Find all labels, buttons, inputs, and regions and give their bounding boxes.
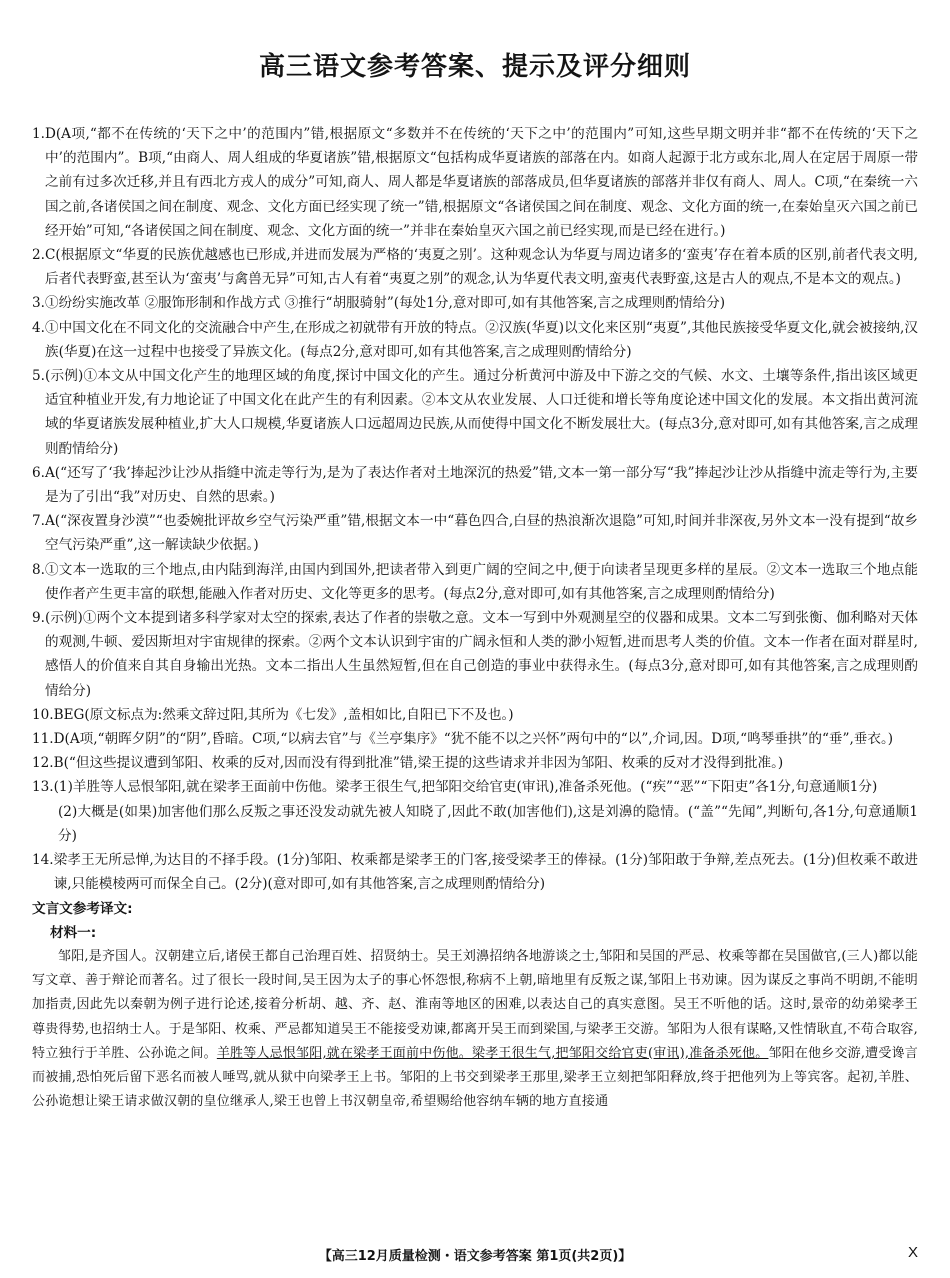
answer-number: 10.	[32, 706, 54, 723]
answer-number: 4.	[32, 319, 45, 336]
translation-part-1: 邹阳,是齐国人。汉朝建立后,诸侯王都自己治理百姓、招贤纳士。吴王刘濞招纳各地游谈之士,邹阳和吴国的严忌、枚乘等都在吴国做官,(三人)都以能写文章、善于辩论而著名。过了很长一段时间,吴王因为太子的事心怀怨恨,称病不上朝,暗地里有反叛之谋,邹阳上书劝谏。因为谋反之事尚不明朗,不能明加指责,因此先以秦朝为例子进行论述,接着分析胡、越、齐、赵、淮南等地区的困难,以表达自己的真实意图。吴王不听他的话。这时,景帝的幼弟梁孝王尊贵得势,也招纳士人。于是邹阳、枚乘、严忌都知道吴王不能接受劝谏,都离开吴王而到梁国,与梁孝王交游。邹阳为人很有谋略,又性情耿直,不苟合取容,特立独行于羊胜、公孙诡之间。	[32, 948, 918, 1061]
answer-number: 3.	[32, 295, 45, 312]
answer-text: ①纷纷实施改革 ②服饰形制和作战方式 ③推行“胡服骑射”(每处1分,意对即可,如有其他答案,言之成理则酌情给分)	[44, 295, 726, 312]
answer-number: 2.	[32, 247, 45, 264]
answer-number: 12.	[32, 755, 54, 772]
answer-number: 9.	[32, 610, 45, 627]
answer-text: C(根据原文“华夏的民族优越感也已形成,并进而发展为严格的‘夷夏之别’。这种观念认为华夏与周边诸多的‘蛮夷’存在着本质的区别,前者代表文明,后者代表野蛮,甚至认为‘蛮夷’与禽兽无异”可知,古人有着“夷夏之别”的观念,认为华夏代表文明,蛮夷代表野蛮,这是古人的观点,不是本文的观点。)	[44, 247, 918, 288]
answer-item	[32, 703, 918, 727]
answer-text: D(A项,“都不在传统的‘天下之中’的范围内”错,根据原文“多数并不在传统的‘天下之中’的范围内”可知,这些早期文明并非“都不在传统的‘天下之中’的范围内”。B项,“由商人、周人组成的华夏诸族”错,根据原文“包括构成华夏诸族的部落在内。如商人起源于北方或东北,周人在定居于周原一带之前有过多次迁移,并且有西北方戎人的成分”可知,商人、周人都是华夏诸族的部落成员,但华夏诸族的部落并非仅有商人、周人。C项,“在秦统一六国之前,各诸侯国之间在制度、观念、文化方面已经实现了统一”错,根据原文“各诸侯国之间在制度、观念、文化方面的统一,在秦始皇灭六国之前已经开始”可知,“各诸侯国之间在制度、观念、文化方面的统一”并非在秦始皇灭六国之前已经实现,而是已经在进行。)	[44, 126, 918, 239]
answer-item	[32, 316, 918, 364]
answer-item	[32, 291, 918, 315]
page-footer: 【高三12月质量检测・语文参考答案 第1页(共2页)】	[318, 1249, 632, 1264]
answer-subitem: (2)大概是(如果)加害他们那么反叛之事还没发动就先被人知晓了,因此不敢(加害他们),这是刘濞的隐情。(“盖”“先闻”,判断句,各1分,句意通顺1分)	[58, 803, 918, 844]
answer-number: 1.	[32, 126, 45, 142]
answer-item	[32, 364, 918, 461]
answer-list	[32, 122, 918, 897]
answer-number: 6.	[32, 464, 45, 481]
answer-number: 13.	[32, 779, 54, 796]
translation-heading: 文言文参考译文:	[32, 900, 133, 917]
answer-number: 5.	[32, 368, 45, 385]
material-heading: 材料一:	[50, 924, 97, 941]
answer-item	[32, 606, 918, 703]
translation-part-2: 邹阳在他乡交游,遭受谗言而被捕,恐怕死后留下恶名而被人唾骂,就从狱中向梁孝王上书。邹阳的上书交到梁孝王那里,梁孝王立刻把邹阳释放,终于把他列为上等宾客。起初,羊胜、公孙诡想让梁王请求做汉朝的皇位继承人,梁王也曾上书汉朝皇帝,希望赐给他容纳车辆的地方直接通	[32, 1045, 918, 1110]
answer-item	[32, 558, 918, 606]
answer-item	[32, 848, 918, 896]
answer-item	[32, 727, 918, 751]
answer-text: B(“但这些提议遭到邹阳、枚乘的反对,因而没有得到批准”错,梁王提的这些请求并非因为邹阳、枚乘的反对才没得到批准。)	[53, 755, 784, 772]
answer-item	[32, 775, 918, 799]
translation-text	[32, 945, 918, 1114]
answer-text: A(“深夜置身沙漠”“也委婉批评故乡空气污染严重”错,根据文本一中“暮色四合,白昼的热浪渐次退隐”可知,时间并非深夜,另外文本一没有提到“故乡空气污染严重”,这一解读缺少依据。)	[44, 513, 918, 554]
answers-body	[32, 122, 918, 1114]
answer-text: (示例)①两个文本提到诸多科学家对太空的探索,表达了作者的崇敬之意。文本一写到中外观测星空的仪器和成果。文本二写到张衡、伽利略对天体的观测,牛顿、爱因斯坦对宇宙规律的探索。②两个文本认识到宇宙的广阔永恒和人类的渺小短暂,进而思考人类的价值。文本一作者在面对群星时,感悟人的价值来自其自身输出光热。文本二指出人生虽然短暂,但在自己创造的事业中获得永生。(每点3分,意对即可,如有其他答案,言之成理则酌情给分)	[44, 610, 918, 699]
translation-underlined-sentence: 羊胜等人忌恨邹阳,就在梁孝王面前中伤他。梁孝王很生气,把邹阳交给官吏(审讯),准备杀死他。	[216, 1045, 769, 1061]
answer-item	[32, 751, 918, 775]
answer-text: BEG(原文标点为:然乘文辞过阳,其所为《七发》,盖相如比,自阳已下不及也。)	[53, 706, 514, 723]
answer-number: 14.	[32, 852, 54, 869]
answer-number: 7.	[32, 513, 45, 530]
answer-text: ①中国文化在不同文化的交流融合中产生,在形成之初就带有开放的特点。②汉族(华夏)以文化来区别“夷夏”,其他民族接受华夏文化,就会被接纳,汉族(华夏)在这一过程中也接受了异族文化。(每点2分,意对即可,如有其他答案,言之成理则酌情给分)	[44, 319, 918, 360]
answer-item	[32, 509, 918, 557]
answer-number: 8.	[32, 561, 45, 578]
answer-item	[32, 243, 918, 291]
page-title: 高三语文参考答案、提示及评分细则	[258, 52, 691, 82]
answer-text: A(“还写了‘我’捧起沙让沙从指缝中流走等行为,是为了表达作者对土地深沉的热爱”错,文本一第一部分写“我”捧起沙让沙从指缝中流走等行为,主要是为了引出“我”对历史、自然的思索。)	[44, 464, 918, 506]
answer-text: D(A项,“朝晖夕阴”的“阴”,昏暗。C项,“以病去官”与《兰亭集序》“犹不能不以之兴怀”两句中的“以”,介词,因。D项,“鸣琴垂拱”的“垂”,垂衣。)	[53, 731, 894, 748]
corner-mark: X	[907, 1244, 918, 1261]
answer-item	[32, 461, 918, 509]
answer-text: (示例)①本文从中国文化产生的地理区域的角度,探讨中国文化的产生。通过分析黄河中游及中下游之交的气候、水文、土壤等条件,指出该区域更适宜种植业开发,有力地论证了中国文化在此产生的有利因素。②本文从农业发展、人口迁徙和增长等角度论述中国文化的发展。本文指出黄河流域的华夏诸族发展种植业,扩大人口规模,华夏诸族人口远超周边民族,从而使得中国文化不断发展壮大。(每点3分,意对即可,如有其他答案,言之成理则酌情给分)	[44, 368, 918, 457]
answer-number: 11.	[32, 731, 54, 748]
answer-text: 梁孝王无所忌惮,为达目的不择手段。(1分)邹阳、枚乘都是梁孝王的门客,接受梁孝王的俸禄。(1分)邹阳敢于争辩,差点死去。(1分)但枚乘不敢进谏,只能模棱两可而保全自己。(2分)(意对即可,如有其他答案,言之成理则酌情给分)	[53, 852, 918, 893]
answer-text: (1)羊胜等人忌恨邹阳,就在梁孝王面前中伤他。梁孝王很生气,把邹阳交给官吏(审讯),准备杀死他。(“疾”“恶”“下阳吏”各1分,句意通顺1分)	[53, 779, 878, 796]
answer-item	[32, 122, 918, 243]
answer-text: ①文本一选取的三个地点,由内陆到海洋,由国内到国外,把读者带入到更广阔的空间之中,便于向读者呈现更多样的星辰。②文本一选取三个地点能使作者产生更丰富的联想,能融入作者对历史、文化等更多的思考。(每点2分,意对即可,如有其他答案,言之成理则酌情给分)	[44, 561, 918, 602]
